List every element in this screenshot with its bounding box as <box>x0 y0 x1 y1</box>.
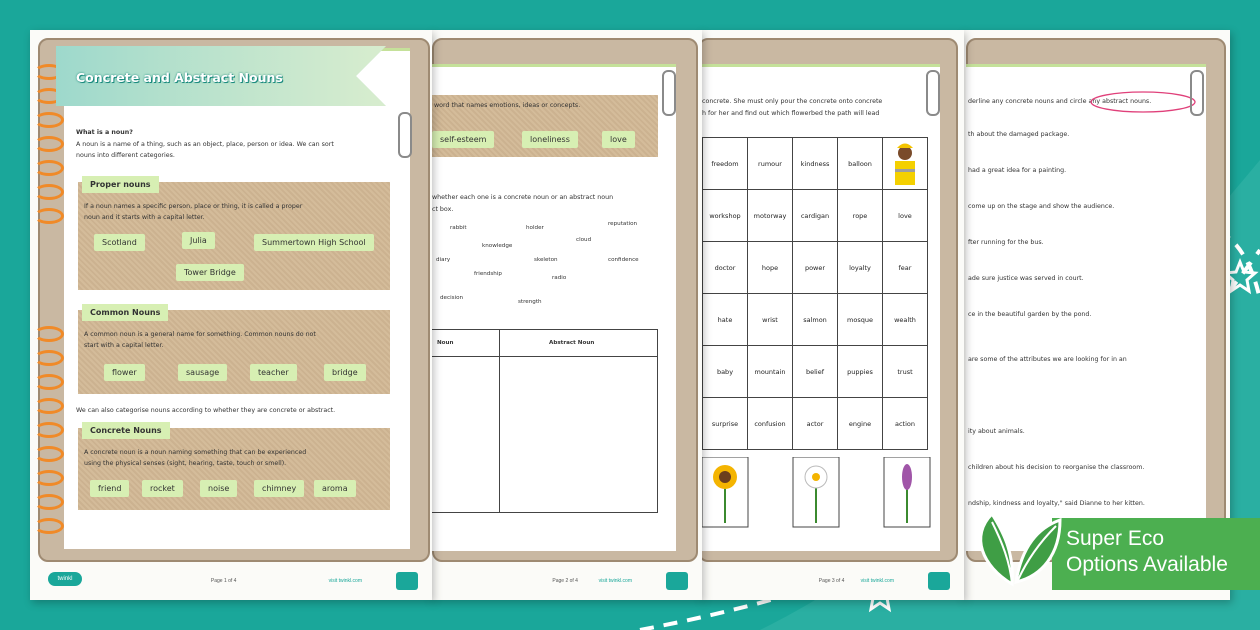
maze-row <box>703 294 928 346</box>
sort-word: cloud <box>576 237 592 243</box>
maze-cell: confusion <box>748 398 793 450</box>
maze-cell: wrist <box>748 294 793 346</box>
categorise-text: We can also categorise nouns according to whether they are concrete or abstract. <box>76 407 336 414</box>
badge-line-2: Options Available <box>1066 553 1228 576</box>
common-nouns-label: Common Nouns <box>82 304 168 321</box>
maze-cell: hate <box>703 294 748 346</box>
maze-grid <box>702 137 928 450</box>
sort-word: strength <box>518 299 542 305</box>
example-chip: noise <box>200 480 237 497</box>
column-header-concrete: Noun <box>437 340 454 346</box>
maze-cell: cardigan <box>793 190 838 242</box>
page3-number: Page 3 of 4 <box>818 578 845 584</box>
sort-word: skeleton <box>534 257 558 263</box>
twinkl-logo-icon <box>666 572 688 590</box>
example-chip: teacher <box>250 364 297 381</box>
page2-number: Page 2 of 4 <box>552 578 578 584</box>
page-title: Concrete and Abstract Nouns <box>76 70 283 85</box>
question-heading: What is a noun? <box>76 129 133 136</box>
sort-word: rabbit <box>450 225 467 231</box>
sentence-9: children about his decision to reorganise the classroom. <box>968 464 1145 471</box>
common-text-2: start with a capital letter. <box>84 342 164 349</box>
maze-cell: puppies <box>838 346 883 398</box>
common-text-1: A common noun is a general name for something. Common nouns do not <box>84 331 316 338</box>
sunflower-icon <box>713 465 737 523</box>
maze-cell: salmon <box>793 294 838 346</box>
sort-word: decision <box>440 295 464 301</box>
example-chip: chimney <box>254 480 304 497</box>
circle-annotation <box>1088 90 1198 114</box>
example-chip: flower <box>104 364 145 381</box>
proper-nouns-box <box>78 182 390 290</box>
sentence-2: had a great idea for a painting. <box>968 167 1067 174</box>
maze-row <box>703 190 928 242</box>
page1-url: visit twinkl.com <box>328 578 362 584</box>
page2-url: visit twinkl.com <box>598 578 632 584</box>
maze-cell: belief <box>793 346 838 398</box>
example-chip: Scotland <box>94 234 145 251</box>
concrete-text-1: A concrete noun is a noun naming something that can be experienced <box>84 449 307 456</box>
sentence-1: th about the damaged package. <box>968 131 1070 138</box>
maze-cell: freedom <box>703 138 748 190</box>
sort-word: holder <box>526 225 544 231</box>
abstract-definition-text: word that names emotions, ideas or concepts. <box>434 102 581 109</box>
worksheet-page-3 <box>700 30 964 600</box>
maze-cell: motorway <box>748 190 793 242</box>
page3-url: visit twinkl.com <box>860 578 894 584</box>
sort-word: friendship <box>474 271 502 277</box>
sort-instructions-2: ct box. <box>432 206 454 213</box>
sort-word: reputation <box>608 221 638 227</box>
twinkl-logo-icon <box>928 572 950 590</box>
maze-row <box>703 346 928 398</box>
badge-line-1: Super Eco <box>1066 527 1165 550</box>
paper-clip-icon <box>662 70 676 116</box>
concrete-nouns-box <box>78 428 390 510</box>
maze-cell: fear <box>883 242 928 294</box>
maze-cell: love <box>883 190 928 242</box>
example-chip: loneliness <box>522 131 578 148</box>
sort-word: knowledge <box>482 243 513 249</box>
paper-clip-icon <box>1190 70 1204 116</box>
maze-cell: baby <box>703 346 748 398</box>
maze-cell: wealth <box>883 294 928 346</box>
page1-number: Page 1 of 4 <box>210 578 237 584</box>
example-chip: friend <box>90 480 129 497</box>
example-chip: Tower Bridge <box>176 264 244 281</box>
builder-picture-cell <box>883 138 928 190</box>
maze-cell: workshop <box>703 190 748 242</box>
sentence-10: ndship, kindness and loyalty," said Dianne to her kitten. <box>968 500 1145 507</box>
common-nouns-box <box>78 310 390 394</box>
maze-row <box>703 242 928 294</box>
maze-cell: actor <box>793 398 838 450</box>
sentence-4: fter running for the bus. <box>968 239 1044 246</box>
sort-word: radio <box>552 275 567 281</box>
page4-sentence-list <box>968 131 1204 511</box>
twinkl-logo-icon <box>396 572 418 590</box>
super-eco-badge <box>962 518 1260 590</box>
maze-cell: trust <box>883 346 928 398</box>
maze-cell: engine <box>838 398 883 450</box>
page3-line-1: concrete. She must only pour the concrete onto concrete <box>702 98 883 105</box>
twinkl-logo: twinkl <box>48 572 82 586</box>
sort-instructions-1: whether each one is a concrete noun or an abstract noun <box>432 194 614 201</box>
page3-line-2: h for her and find out which flowerbed the path will lead <box>702 110 880 117</box>
sort-word: confidence <box>608 257 639 263</box>
sentence-6: ce in the beautiful garden by the pond. <box>968 311 1092 318</box>
maze-cell: mosque <box>838 294 883 346</box>
sort-word: diary <box>436 257 451 263</box>
page4-paper <box>966 64 1206 551</box>
leaf-icon <box>962 496 1062 592</box>
intro-line-1: A noun is a name of a thing, such as an object, place, person or idea. We can sort <box>76 141 334 148</box>
page3-footer <box>700 568 964 592</box>
proper-text-2: noun and it starts with a capital letter. <box>84 214 205 221</box>
intro-line-2: nouns into different categories. <box>76 152 175 159</box>
maze-row <box>703 398 928 450</box>
maze-cell: kindness <box>793 138 838 190</box>
abstract-definition-box <box>430 95 658 157</box>
maze-cell: mountain <box>748 346 793 398</box>
maze-cell: action <box>883 398 928 450</box>
column-header-abstract: Abstract Noun <box>549 340 595 346</box>
example-chip: bridge <box>324 364 366 381</box>
worksheet-page-1 <box>30 30 432 600</box>
example-chip: sausage <box>178 364 227 381</box>
sentence-7: are some of the attributes we are looking for in an <box>968 356 1127 363</box>
maze-cell: power <box>793 242 838 294</box>
maze-cell: hope <box>748 242 793 294</box>
proper-nouns-label: Proper nouns <box>82 176 159 193</box>
paper-clip-icon <box>398 112 412 158</box>
maze-cell: rumour <box>748 138 793 190</box>
maze-row <box>703 138 928 190</box>
proper-text-1: If a noun names a specific person, place or thing, it is called a proper <box>84 203 303 210</box>
example-chip: Summertown High School <box>254 234 374 251</box>
maze-cell: loyalty <box>838 242 883 294</box>
concrete-text-2: using the physical senses (sight, hearing, taste, touch or smell). <box>84 460 287 467</box>
sentence-3: come up on the stage and show the audience. <box>968 203 1115 210</box>
sorting-table <box>430 329 658 513</box>
daisy-icon <box>805 466 827 523</box>
maze-cell: balloon <box>838 138 883 190</box>
lavender-icon <box>902 464 912 523</box>
example-chip: love <box>602 131 635 148</box>
example-chip: aroma <box>314 480 356 497</box>
page1-footer <box>30 568 432 592</box>
flowerbed-row <box>702 457 932 529</box>
worksheet-page-2 <box>430 30 702 600</box>
page4-instructions: derline any concrete nouns and circle any abstract nouns. <box>968 98 1152 105</box>
sentence-5: ade sure justice was served in court. <box>968 275 1084 282</box>
example-chip: self-esteem <box>432 131 494 148</box>
paper-clip-icon <box>926 70 940 116</box>
maze-cell: rope <box>838 190 883 242</box>
page3-paper <box>700 64 940 551</box>
page2-paper <box>430 64 676 551</box>
page2-footer <box>430 568 702 592</box>
concrete-nouns-label: Concrete Nouns <box>82 422 170 439</box>
builder-icon <box>885 139 925 187</box>
maze-cell: doctor <box>703 242 748 294</box>
example-chip: rocket <box>142 480 183 497</box>
example-chip: Julia <box>182 232 215 249</box>
maze-cell: surprise <box>703 398 748 450</box>
sentence-8: ity about animals. <box>968 428 1025 435</box>
